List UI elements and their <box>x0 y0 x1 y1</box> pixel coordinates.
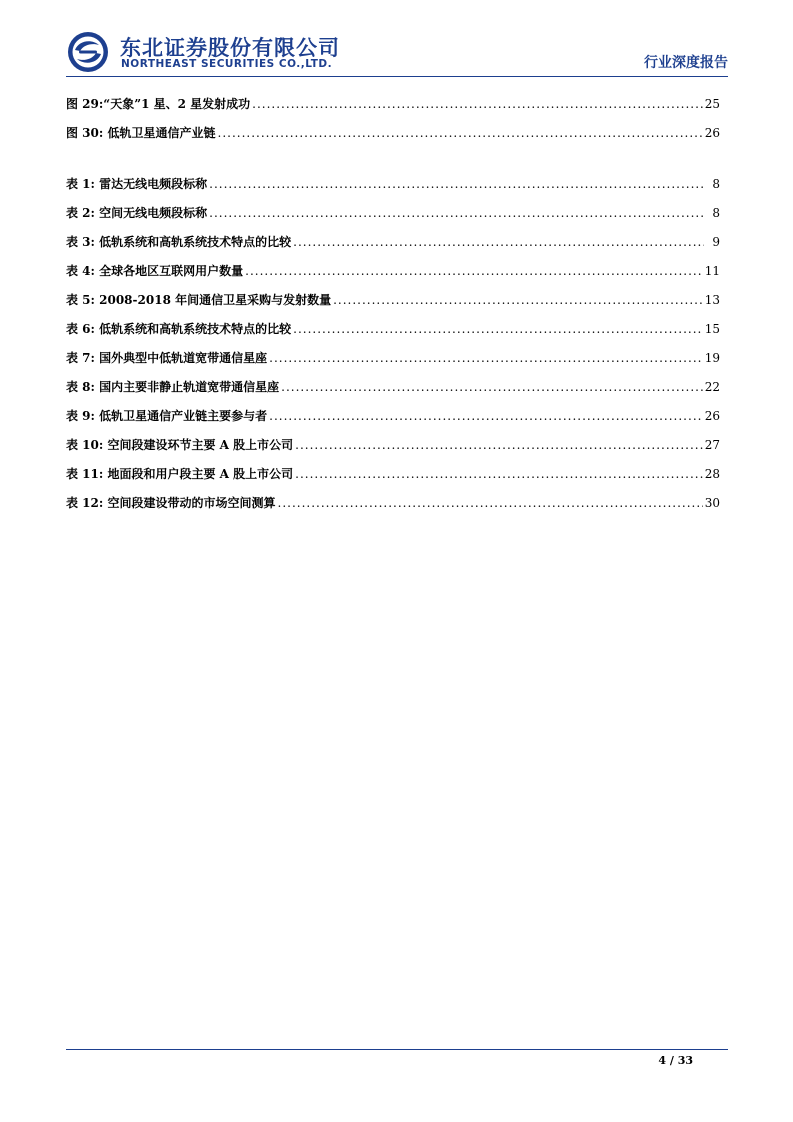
toc-entry-table-5[interactable] <box>66 288 720 317</box>
toc-entry-figure-29[interactable] <box>66 92 720 121</box>
toc-entry-label: 表 2: 空间无线电频段标称 <box>66 206 208 220</box>
toc-entry-label: 表 7: 国外典型中低轨道宽带通信星座 <box>66 351 268 365</box>
dot-leader <box>295 433 703 457</box>
toc-entry-label: 表 11: 地面段和用户段主要 A 股上市公司 <box>66 467 294 481</box>
toc-entry-label: 表 6: 低轨系统和高轨系统技术特点的比较 <box>66 322 292 336</box>
toc-entry-page: 9 <box>712 235 720 249</box>
toc-entry-page: 13 <box>704 293 720 307</box>
page-header <box>66 30 728 74</box>
toc-entry-figure-30[interactable] <box>66 121 720 150</box>
report-type: 行业深度报告 <box>644 55 728 71</box>
dot-leader <box>209 201 704 225</box>
toc-entry-table-12[interactable] <box>66 491 720 520</box>
toc-entry-label: 表 1: 雷达无线电频段标称 <box>66 177 208 191</box>
dot-leader <box>281 375 703 399</box>
toc-entry-label: 表 4: 全球各地区互联网用户数量 <box>66 264 244 278</box>
toc-entry-table-3[interactable] <box>66 230 720 259</box>
toc-entry-page: 25 <box>704 97 720 111</box>
toc-entry-page: 19 <box>704 351 720 365</box>
toc-entry-page: 22 <box>704 380 720 394</box>
dot-leader <box>269 404 703 428</box>
toc-entry-page: 8 <box>712 206 720 220</box>
toc-entry-page: 26 <box>704 126 720 140</box>
toc-entry-page: 26 <box>704 409 720 423</box>
toc-entry-page: 8 <box>712 177 720 191</box>
dot-leader <box>252 92 703 116</box>
dot-leader <box>209 172 704 196</box>
toc-entry-label: 表 5: 2008-2018 年间通信卫星采购与发射数量 <box>66 293 332 307</box>
toc-entry-page: 28 <box>704 467 720 481</box>
dot-leader <box>218 121 703 145</box>
toc-entry-table-8[interactable] <box>66 375 720 404</box>
toc-entry-page: 27 <box>704 438 720 452</box>
toc-entry-label: 图 30: 低轨卫星通信产业链 <box>66 126 216 140</box>
toc-entry-table-7[interactable] <box>66 346 720 375</box>
figure-list <box>66 92 720 150</box>
company-name-cn: 东北证券股份有限公司 <box>120 36 340 60</box>
toc-entry-page: 15 <box>704 322 720 336</box>
dot-leader <box>245 259 703 283</box>
toc-entry-table-6[interactable] <box>66 317 720 346</box>
dot-leader <box>293 317 703 341</box>
header-divider <box>66 76 728 77</box>
dot-leader <box>293 230 704 254</box>
dot-leader <box>333 288 703 312</box>
toc-entry-label: 表 12: 空间段建设带动的市场空间测算 <box>66 496 276 510</box>
toc-entry-table-9[interactable] <box>66 404 720 433</box>
toc-entry-page: 30 <box>704 496 720 510</box>
toc-entry-table-1[interactable] <box>66 172 720 201</box>
toc-entry-table-11[interactable] <box>66 462 720 491</box>
toc-entry-table-4[interactable] <box>66 259 720 288</box>
dot-leader <box>278 491 703 515</box>
toc-entry-page: 11 <box>704 264 720 278</box>
toc-entry-table-10[interactable] <box>66 433 720 462</box>
northeast-securities-logo-icon <box>66 30 110 74</box>
table-of-contents <box>66 92 720 520</box>
company-name-en: NORTHEAST SECURITIES CO.,LTD. <box>121 58 333 70</box>
toc-entry-label: 表 8: 国内主要非静止轨道宽带通信星座 <box>66 380 280 394</box>
toc-entry-label: 表 3: 低轨系统和高轨系统技术特点的比较 <box>66 235 292 249</box>
toc-entry-label: 表 10: 空间段建设环节主要 A 股上市公司 <box>66 438 294 452</box>
page-number: 4 / 33 <box>658 1054 693 1067</box>
footer-divider <box>66 1049 728 1050</box>
table-list <box>66 172 720 520</box>
toc-entry-label: 图 29:“天象”1 星、2 星发射成功 <box>66 97 251 111</box>
dot-leader <box>295 462 703 486</box>
toc-entry-table-2[interactable] <box>66 201 720 230</box>
dot-leader <box>269 346 703 370</box>
toc-entry-label: 表 9: 低轨卫星通信产业链主要参与者 <box>66 409 268 423</box>
